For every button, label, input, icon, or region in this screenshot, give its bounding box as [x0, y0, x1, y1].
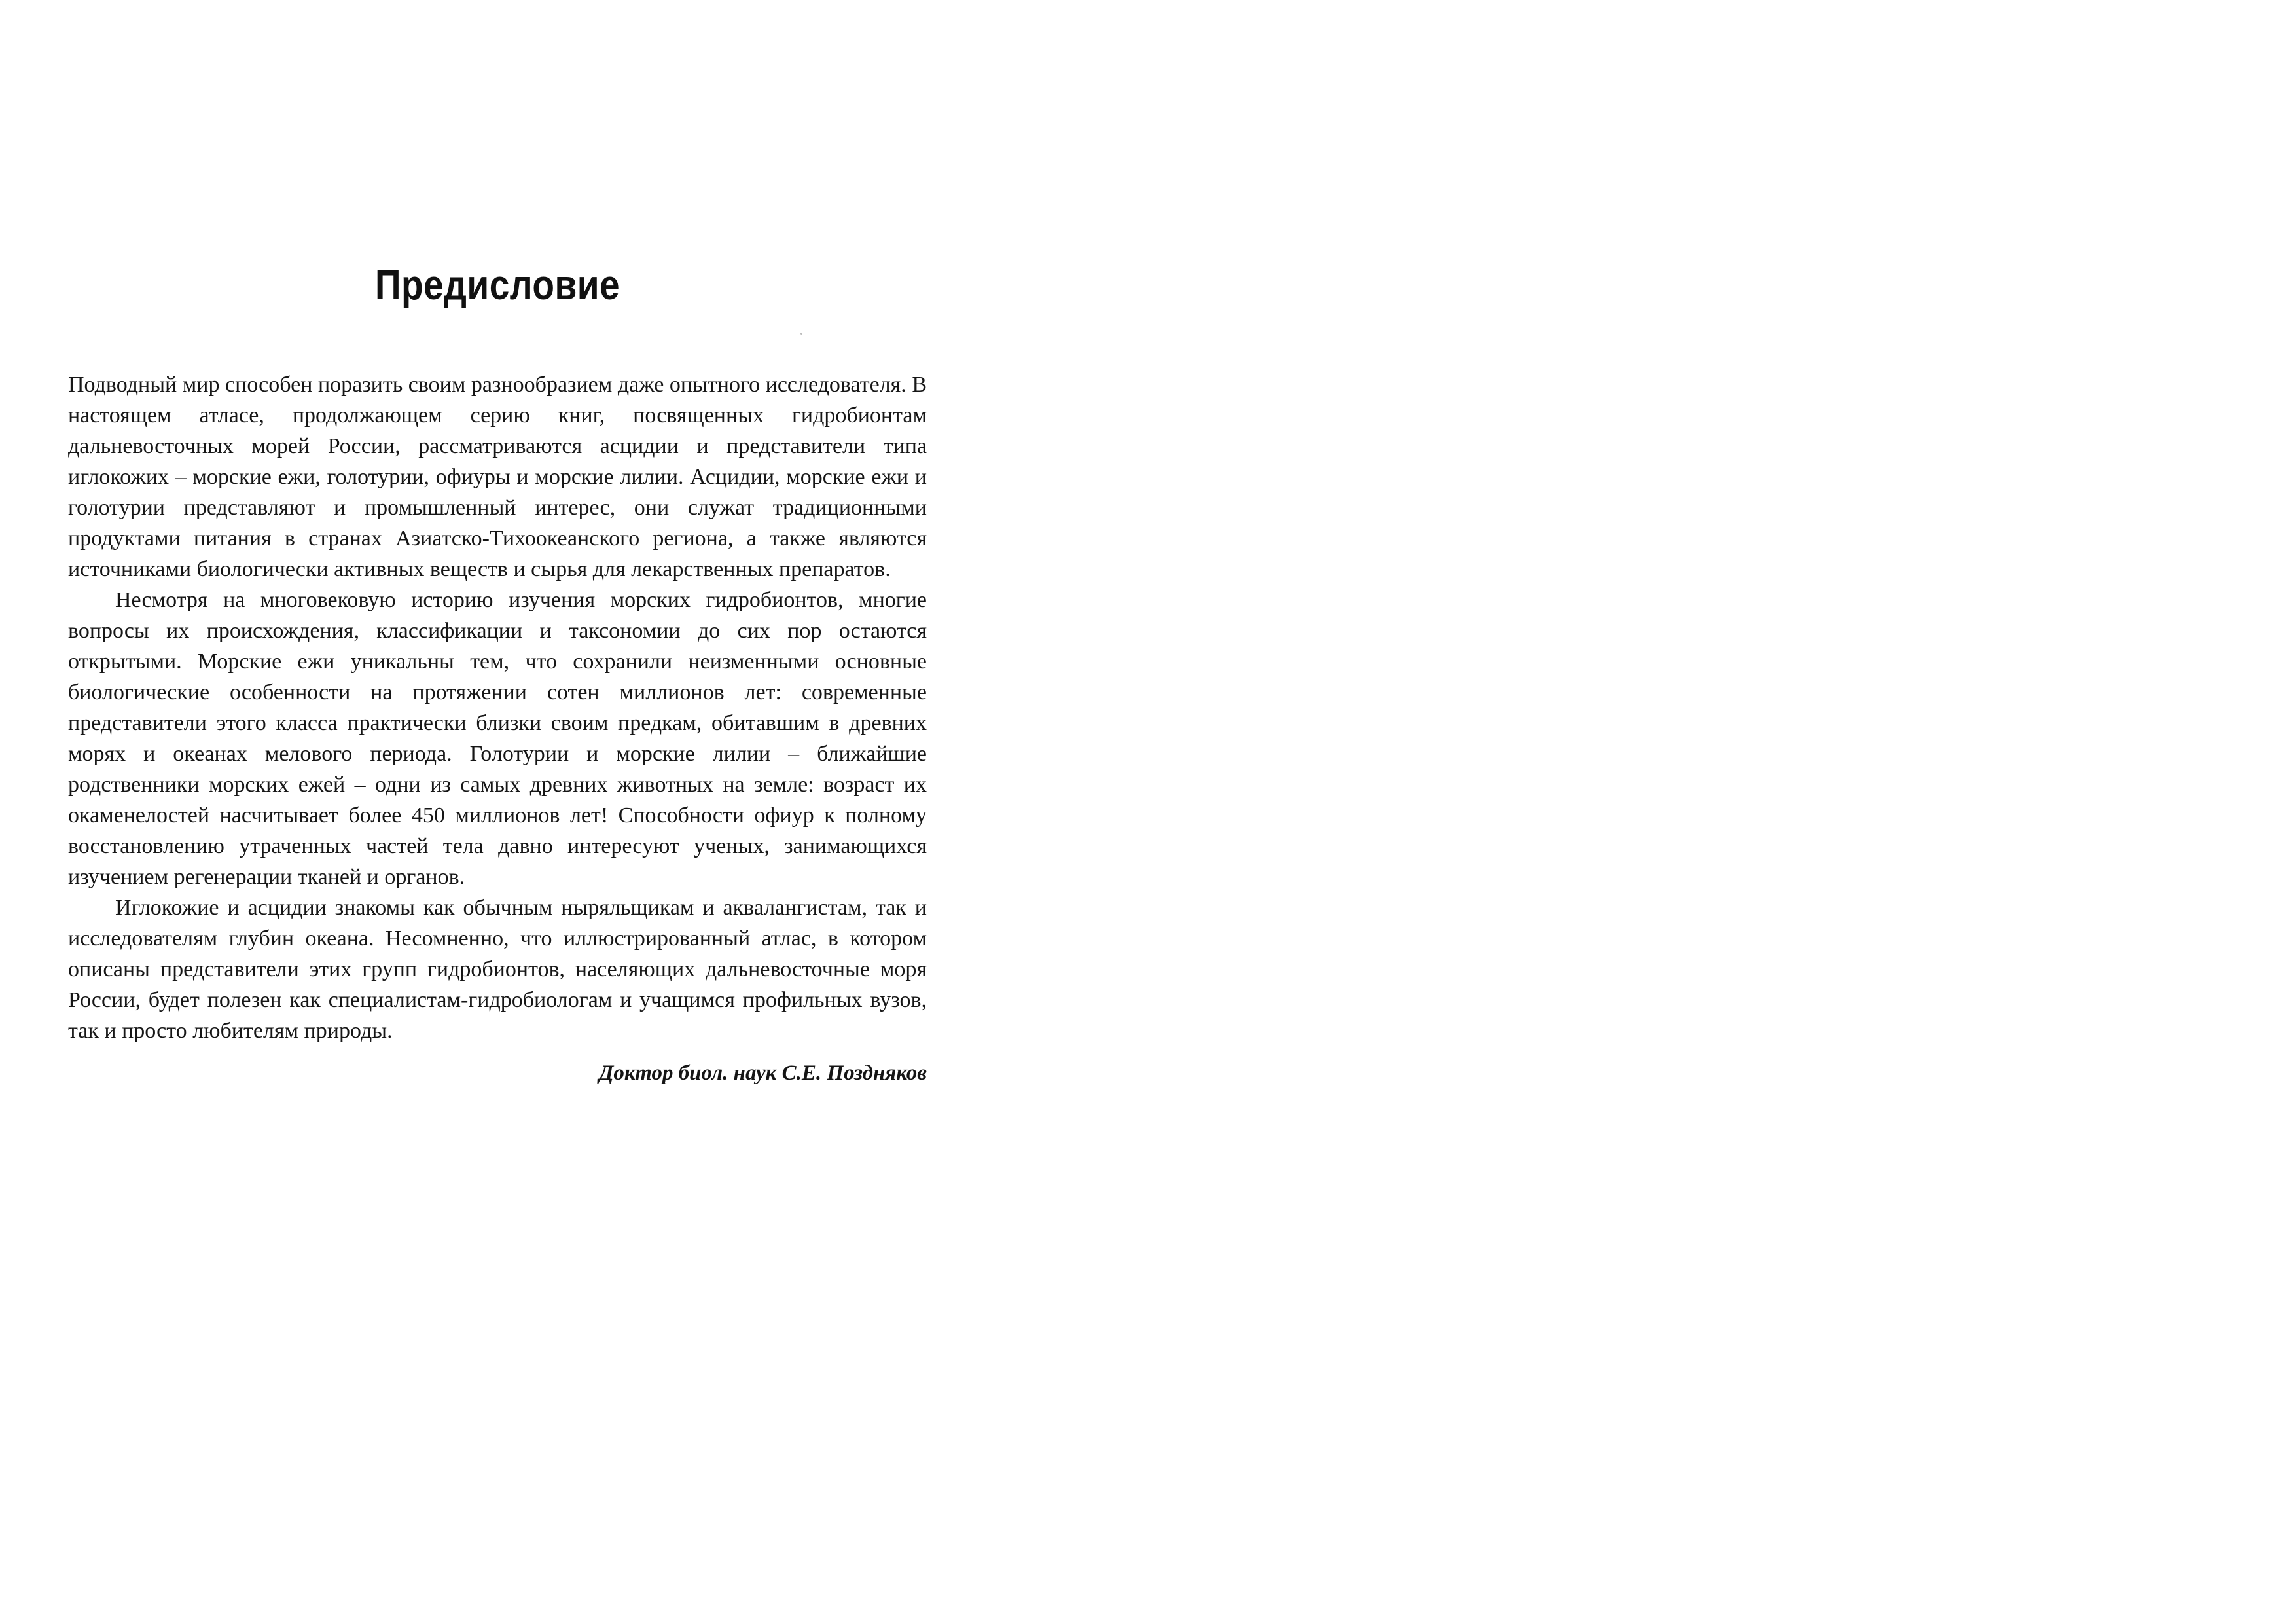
scan-speck [800, 333, 802, 335]
paragraph-audience: Иглокожие и асцидии знакомы как обычным ныряльщикам и аквалангистам, так и исследователям глубин океана. Несомненно, что иллюстрированный атлас, в котором описаны представители этих групп гидробионтов, населяющих дальневосточные моря России, будет полезен как специалистам-гидробиологам и учащимся профильных вузов, так и просто любителям природы. [68, 896, 927, 1043]
paragraph-history: Несмотря на многовековую историю изучения морских гидробионтов, многие вопросы их происхождения, классификации и таксономии до сих пор остаются открытыми. Морские ежи уникальны тем, что сохранили неизменными основные биологические особенности на протяжении сотен миллионов лет: современные представители этого класса практически близки своим предкам, обитавшим в древних морях и океанах мелового периода. Голотурии и морские лилии – ближайшие родственники морских ежей – одни из самых древних животных на земле: возраст их окаменелостей насчитывает более 450 миллионов лет! Способности офиур к полному восстановлению утраченных частей тела давно интересуют ученых, занимающихся изучением регенерации тканей и органов. [68, 588, 927, 889]
author-signature: Доктор биол. наук С.Е. Поздняков [598, 1061, 927, 1085]
preface-body [68, 369, 927, 1046]
paragraph-intro: Подводный мир способен поразить своим разнообразием даже опытного исследователя. В настоящем атласе, продолжающем серию книг, посвященных гидробионтам дальневосточных морей России, рассматриваются асцидии и представители типа иглокожих – морские ежи, голотурии, офиуры и морские лилии. Асцидии, морские ежи и голотурии представляют и промышленный интерес, они служат традиционными продуктами питания в странах Азиатско-Тихоокеанского региона, а также являются источниками биологически активных веществ и сырья для лекарственных препаратов. [68, 373, 927, 581]
page-title: Предисловие [374, 261, 620, 308]
left-page [68, 249, 927, 1089]
